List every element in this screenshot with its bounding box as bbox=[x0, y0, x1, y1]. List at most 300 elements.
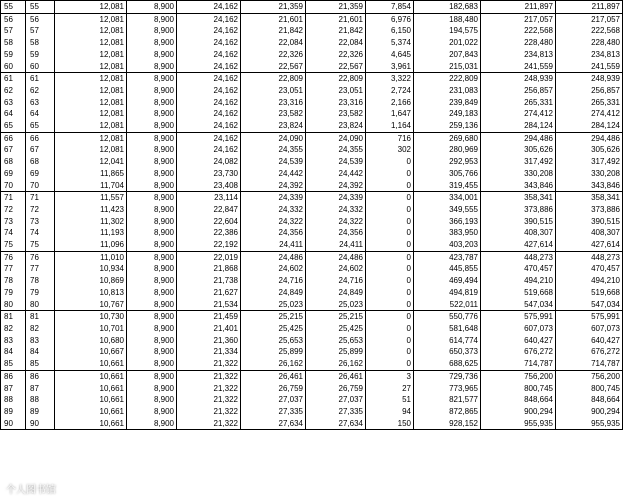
table-cell: 249,183 bbox=[414, 108, 481, 120]
table-cell: 8,900 bbox=[127, 263, 177, 275]
table-cell: 21,534 bbox=[177, 299, 241, 311]
table-cell: 0 bbox=[366, 311, 414, 323]
table-cell: 8,900 bbox=[127, 180, 177, 192]
table-cell: 519,668 bbox=[481, 287, 556, 299]
watermark-logo: 个人图书馆 bbox=[6, 485, 56, 496]
table-cell: 24,486 bbox=[306, 251, 366, 263]
table-cell: 0 bbox=[366, 335, 414, 347]
table-cell: 82 bbox=[1, 323, 26, 335]
table-cell: 12,081 bbox=[55, 132, 127, 144]
table-cell: 21,459 bbox=[177, 311, 241, 323]
table-cell: 8,900 bbox=[127, 49, 177, 61]
table-cell: 85 bbox=[26, 358, 55, 370]
table-cell: 80 bbox=[1, 299, 26, 311]
table-cell: 358,341 bbox=[481, 192, 556, 204]
table-row bbox=[1, 97, 623, 109]
table-cell: 11,704 bbox=[55, 180, 127, 192]
table-cell: 12,081 bbox=[55, 25, 127, 37]
table-cell: 24,602 bbox=[306, 263, 366, 275]
table-row bbox=[1, 1, 623, 14]
table-cell: 215,031 bbox=[414, 61, 481, 73]
table-cell: 408,307 bbox=[556, 227, 623, 239]
table-cell: 24,339 bbox=[306, 192, 366, 204]
table-cell: 24,162 bbox=[177, 120, 241, 132]
table-cell: 494,210 bbox=[556, 275, 623, 287]
table-cell: 0 bbox=[366, 180, 414, 192]
table-cell: 8,900 bbox=[127, 335, 177, 347]
table-cell: 24,355 bbox=[241, 144, 306, 156]
table-cell: 89 bbox=[26, 406, 55, 418]
table-cell: 408,307 bbox=[481, 227, 556, 239]
table-cell: 1,164 bbox=[366, 120, 414, 132]
table-cell: 8,900 bbox=[127, 132, 177, 144]
table-cell: 26,162 bbox=[241, 358, 306, 370]
table-cell: 25,899 bbox=[241, 346, 306, 358]
table-cell: 88 bbox=[1, 394, 26, 406]
table-cell: 67 bbox=[1, 144, 26, 156]
table-cell: 8,900 bbox=[127, 144, 177, 156]
table-cell: 21,322 bbox=[177, 383, 241, 395]
table-cell: 0 bbox=[366, 358, 414, 370]
table-cell: 12,081 bbox=[55, 73, 127, 85]
table-cell: 222,568 bbox=[556, 25, 623, 37]
table-cell: 23,582 bbox=[241, 108, 306, 120]
table-cell: 22,567 bbox=[306, 61, 366, 73]
table-cell: 821,577 bbox=[414, 394, 481, 406]
table-cell: 12,081 bbox=[55, 61, 127, 73]
table-cell: 7,854 bbox=[366, 1, 414, 14]
table-cell: 848,664 bbox=[556, 394, 623, 406]
table-cell: 24,162 bbox=[177, 1, 241, 14]
table-cell: 24,849 bbox=[241, 287, 306, 299]
table-cell: 24,356 bbox=[306, 227, 366, 239]
table-row bbox=[1, 251, 623, 263]
table-cell: 8,900 bbox=[127, 370, 177, 382]
table-cell: 90 bbox=[26, 418, 55, 430]
table-cell: 11,557 bbox=[55, 192, 127, 204]
table-cell: 319,455 bbox=[414, 180, 481, 192]
table-cell: 21,359 bbox=[306, 1, 366, 14]
table-cell: 25,023 bbox=[306, 299, 366, 311]
table-cell: 201,022 bbox=[414, 37, 481, 49]
table-cell: 494,210 bbox=[481, 275, 556, 287]
table-cell: 575,991 bbox=[481, 311, 556, 323]
table-cell: 11,010 bbox=[55, 251, 127, 263]
table-cell: 12,081 bbox=[55, 49, 127, 61]
table-cell: 25,899 bbox=[306, 346, 366, 358]
table-cell: 23,051 bbox=[241, 85, 306, 97]
table-cell: 241,559 bbox=[481, 61, 556, 73]
table-cell: 86 bbox=[26, 370, 55, 382]
table-row bbox=[1, 108, 623, 120]
table-cell: 72 bbox=[1, 204, 26, 216]
table-cell: 24,392 bbox=[306, 180, 366, 192]
table-cell: 366,193 bbox=[414, 216, 481, 228]
table-cell: 343,846 bbox=[556, 180, 623, 192]
table-cell: 519,668 bbox=[556, 287, 623, 299]
table-cell: 10,661 bbox=[55, 370, 127, 382]
table-cell: 22,847 bbox=[177, 204, 241, 216]
table-cell: 27,037 bbox=[241, 394, 306, 406]
table-cell: 12,081 bbox=[55, 13, 127, 25]
table-cell: 0 bbox=[366, 323, 414, 335]
table-cell: 10,701 bbox=[55, 323, 127, 335]
table-cell: 26,461 bbox=[306, 370, 366, 382]
table-cell: 11,096 bbox=[55, 239, 127, 251]
table-cell: 900,294 bbox=[481, 406, 556, 418]
table-cell: 57 bbox=[26, 25, 55, 37]
table-cell: 470,457 bbox=[481, 263, 556, 275]
table-cell: 24,486 bbox=[241, 251, 306, 263]
table-cell: 23,730 bbox=[177, 168, 241, 180]
table-cell: 24,332 bbox=[306, 204, 366, 216]
table-cell: 8,900 bbox=[127, 358, 177, 370]
table-cell: 59 bbox=[26, 49, 55, 61]
table-cell: 24,162 bbox=[177, 97, 241, 109]
table-cell: 403,203 bbox=[414, 239, 481, 251]
table-cell: 676,272 bbox=[481, 346, 556, 358]
table-cell: 581,648 bbox=[414, 323, 481, 335]
table-cell: 75 bbox=[26, 239, 55, 251]
table-cell: 427,614 bbox=[481, 239, 556, 251]
table-cell: 0 bbox=[366, 287, 414, 299]
table-cell: 8,900 bbox=[127, 97, 177, 109]
table-row bbox=[1, 406, 623, 418]
table-row bbox=[1, 13, 623, 25]
table-cell: 21,601 bbox=[241, 13, 306, 25]
table-cell: 239,849 bbox=[414, 97, 481, 109]
table-cell: 58 bbox=[1, 37, 26, 49]
table-cell: 24,392 bbox=[241, 180, 306, 192]
table-row bbox=[1, 25, 623, 37]
table-cell: 75 bbox=[1, 239, 26, 251]
table-cell: 83 bbox=[26, 335, 55, 347]
table-cell: 8,900 bbox=[127, 394, 177, 406]
table-cell: 74 bbox=[1, 227, 26, 239]
table-cell: 24,162 bbox=[177, 25, 241, 37]
table-cell: 8,900 bbox=[127, 275, 177, 287]
table-cell: 294,486 bbox=[481, 132, 556, 144]
table-cell: 358,341 bbox=[556, 192, 623, 204]
table-cell: 343,846 bbox=[481, 180, 556, 192]
table-cell: 3 bbox=[366, 370, 414, 382]
table-row bbox=[1, 383, 623, 395]
table-cell: 0 bbox=[366, 204, 414, 216]
table-cell: 22,386 bbox=[177, 227, 241, 239]
table-cell: 66 bbox=[26, 132, 55, 144]
table-cell: 24,716 bbox=[241, 275, 306, 287]
table-cell: 714,787 bbox=[481, 358, 556, 370]
table-cell: 0 bbox=[366, 275, 414, 287]
table-cell: 65 bbox=[26, 120, 55, 132]
table-cell: 800,745 bbox=[556, 383, 623, 395]
table-cell: 25,653 bbox=[241, 335, 306, 347]
table-cell: 4,645 bbox=[366, 49, 414, 61]
table-cell: 373,886 bbox=[556, 204, 623, 216]
table-cell: 24,090 bbox=[306, 132, 366, 144]
table-cell: 0 bbox=[366, 192, 414, 204]
table-cell: 8,900 bbox=[127, 108, 177, 120]
table-cell: 10,661 bbox=[55, 406, 127, 418]
table-cell: 8,900 bbox=[127, 204, 177, 216]
table-cell: 60 bbox=[1, 61, 26, 73]
table-cell: 21,738 bbox=[177, 275, 241, 287]
table-cell: 22,192 bbox=[177, 239, 241, 251]
table-cell: 24,339 bbox=[241, 192, 306, 204]
table-cell: 55 bbox=[26, 1, 55, 14]
table-cell: 284,124 bbox=[556, 120, 623, 132]
table-cell: 24,411 bbox=[241, 239, 306, 251]
table-cell: 76 bbox=[26, 251, 55, 263]
table-cell: 21,627 bbox=[177, 287, 241, 299]
table-cell: 21,601 bbox=[306, 13, 366, 25]
table-cell: 21,868 bbox=[177, 263, 241, 275]
table-cell: 57 bbox=[1, 25, 26, 37]
table-row bbox=[1, 263, 623, 275]
table-cell: 8,900 bbox=[127, 406, 177, 418]
table-cell: 62 bbox=[26, 85, 55, 97]
table-cell: 0 bbox=[366, 227, 414, 239]
table-cell: 12,041 bbox=[55, 156, 127, 168]
table-cell: 66 bbox=[1, 132, 26, 144]
table-cell: 10,667 bbox=[55, 346, 127, 358]
table-cell: 248,939 bbox=[481, 73, 556, 85]
table-cell: 10,661 bbox=[55, 394, 127, 406]
table-cell: 88 bbox=[26, 394, 55, 406]
table-cell: 773,965 bbox=[414, 383, 481, 395]
table-cell: 84 bbox=[26, 346, 55, 358]
table-cell: 79 bbox=[1, 287, 26, 299]
table-cell: 390,515 bbox=[481, 216, 556, 228]
table-cell: 1,647 bbox=[366, 108, 414, 120]
table-cell: 182,683 bbox=[414, 1, 481, 14]
table-cell: 8,900 bbox=[127, 239, 177, 251]
table-cell: 12,081 bbox=[55, 144, 127, 156]
table-row bbox=[1, 204, 623, 216]
table-cell: 27 bbox=[366, 383, 414, 395]
table-cell: 334,001 bbox=[414, 192, 481, 204]
table-cell: 640,427 bbox=[556, 335, 623, 347]
table-cell: 302 bbox=[366, 144, 414, 156]
table-cell: 23,824 bbox=[306, 120, 366, 132]
table-cell: 2,166 bbox=[366, 97, 414, 109]
table-cell: 23,582 bbox=[306, 108, 366, 120]
table-cell: 87 bbox=[1, 383, 26, 395]
table-cell: 3,322 bbox=[366, 73, 414, 85]
table-cell: 11,865 bbox=[55, 168, 127, 180]
table-cell: 8,900 bbox=[127, 192, 177, 204]
table-cell: 688,625 bbox=[414, 358, 481, 370]
table-cell: 82 bbox=[26, 323, 55, 335]
table-cell: 330,208 bbox=[481, 168, 556, 180]
table-cell: 259,136 bbox=[414, 120, 481, 132]
table-cell: 21,322 bbox=[177, 394, 241, 406]
table-cell: 872,865 bbox=[414, 406, 481, 418]
table-cell: 8,900 bbox=[127, 251, 177, 263]
table-cell: 90 bbox=[1, 418, 26, 430]
table-cell: 274,412 bbox=[556, 108, 623, 120]
table-cell: 24,442 bbox=[306, 168, 366, 180]
table-cell: 8,900 bbox=[127, 287, 177, 299]
table-cell: 231,083 bbox=[414, 85, 481, 97]
table-cell: 27,335 bbox=[306, 406, 366, 418]
table-cell: 3,961 bbox=[366, 61, 414, 73]
table-cell: 756,200 bbox=[481, 370, 556, 382]
table-row bbox=[1, 418, 623, 430]
table-cell: 650,373 bbox=[414, 346, 481, 358]
table-row bbox=[1, 358, 623, 370]
table-cell: 383,950 bbox=[414, 227, 481, 239]
table-cell: 8,900 bbox=[127, 13, 177, 25]
table-row bbox=[1, 73, 623, 85]
table-cell: 317,492 bbox=[481, 156, 556, 168]
table-cell: 21,401 bbox=[177, 323, 241, 335]
table-cell: 24,539 bbox=[306, 156, 366, 168]
table-cell: 8,900 bbox=[127, 299, 177, 311]
table-cell: 8,900 bbox=[127, 156, 177, 168]
table-row bbox=[1, 168, 623, 180]
table-row bbox=[1, 132, 623, 144]
table-cell: 25,215 bbox=[241, 311, 306, 323]
table-cell: 217,057 bbox=[556, 13, 623, 25]
table-cell: 349,555 bbox=[414, 204, 481, 216]
table-cell: 373,886 bbox=[481, 204, 556, 216]
table-row bbox=[1, 275, 623, 287]
table-cell: 21,360 bbox=[177, 335, 241, 347]
table-row bbox=[1, 85, 623, 97]
table-cell: 228,480 bbox=[556, 37, 623, 49]
table-cell: 23,316 bbox=[306, 97, 366, 109]
table-cell: 67 bbox=[26, 144, 55, 156]
table-cell: 547,034 bbox=[556, 299, 623, 311]
table-row bbox=[1, 346, 623, 358]
table-cell: 64 bbox=[1, 108, 26, 120]
table-cell: 61 bbox=[26, 73, 55, 85]
table-cell: 24,411 bbox=[306, 239, 366, 251]
table-row bbox=[1, 180, 623, 192]
table-cell: 22,809 bbox=[306, 73, 366, 85]
table-cell: 8,900 bbox=[127, 61, 177, 73]
table-cell: 26,162 bbox=[306, 358, 366, 370]
table-cell: 25,425 bbox=[241, 323, 306, 335]
table-body bbox=[1, 1, 623, 430]
table-cell: 24,355 bbox=[306, 144, 366, 156]
table-cell: 228,480 bbox=[481, 37, 556, 49]
table-cell: 10,934 bbox=[55, 263, 127, 275]
table-cell: 23,408 bbox=[177, 180, 241, 192]
table-cell: 8,900 bbox=[127, 85, 177, 97]
table-row bbox=[1, 61, 623, 73]
table-cell: 729,736 bbox=[414, 370, 481, 382]
table-cell: 900,294 bbox=[556, 406, 623, 418]
table-cell: 8,900 bbox=[127, 383, 177, 395]
table-cell: 25,215 bbox=[306, 311, 366, 323]
table-cell: 21,322 bbox=[177, 406, 241, 418]
table-cell: 8,900 bbox=[127, 346, 177, 358]
table-cell: 89 bbox=[1, 406, 26, 418]
table-cell: 0 bbox=[366, 168, 414, 180]
table-cell: 12,081 bbox=[55, 1, 127, 14]
table-cell: 74 bbox=[26, 227, 55, 239]
table-cell: 550,776 bbox=[414, 311, 481, 323]
table-cell: 248,939 bbox=[556, 73, 623, 85]
table-cell: 256,857 bbox=[556, 85, 623, 97]
table-cell: 70 bbox=[26, 180, 55, 192]
table-cell: 78 bbox=[26, 275, 55, 287]
table-cell: 0 bbox=[366, 263, 414, 275]
table-cell: 68 bbox=[26, 156, 55, 168]
table-cell: 575,991 bbox=[556, 311, 623, 323]
table-cell: 955,935 bbox=[481, 418, 556, 430]
table-cell: 69 bbox=[26, 168, 55, 180]
table-cell: 423,787 bbox=[414, 251, 481, 263]
table-row bbox=[1, 311, 623, 323]
table-cell: 330,208 bbox=[556, 168, 623, 180]
table-cell: 24,162 bbox=[177, 37, 241, 49]
table-cell: 56 bbox=[26, 13, 55, 25]
table-cell: 26,461 bbox=[241, 370, 306, 382]
table-cell: 211,897 bbox=[481, 1, 556, 14]
table-cell: 23,114 bbox=[177, 192, 241, 204]
table-cell: 522,011 bbox=[414, 299, 481, 311]
table-cell: 24,162 bbox=[177, 73, 241, 85]
table-cell: 234,813 bbox=[556, 49, 623, 61]
table-cell: 8,900 bbox=[127, 37, 177, 49]
table-cell: 22,084 bbox=[241, 37, 306, 49]
table-row bbox=[1, 156, 623, 168]
table-row bbox=[1, 370, 623, 382]
table-cell: 188,480 bbox=[414, 13, 481, 25]
table-cell: 24,849 bbox=[306, 287, 366, 299]
table-cell: 22,326 bbox=[306, 49, 366, 61]
table-cell: 24,090 bbox=[241, 132, 306, 144]
table-cell: 0 bbox=[366, 239, 414, 251]
table-cell: 69 bbox=[1, 168, 26, 180]
table-cell: 27,335 bbox=[241, 406, 306, 418]
table-cell: 292,953 bbox=[414, 156, 481, 168]
table-cell: 22,604 bbox=[177, 216, 241, 228]
table-cell: 24,162 bbox=[177, 61, 241, 73]
table-cell: 10,813 bbox=[55, 287, 127, 299]
table-cell: 73 bbox=[26, 216, 55, 228]
table-cell: 265,331 bbox=[481, 97, 556, 109]
table-cell: 8,900 bbox=[127, 120, 177, 132]
table-cell: 607,073 bbox=[481, 323, 556, 335]
table-cell: 24,162 bbox=[177, 108, 241, 120]
table-row bbox=[1, 227, 623, 239]
table-cell: 77 bbox=[26, 263, 55, 275]
table-cell: 21,322 bbox=[177, 358, 241, 370]
table-cell: 22,567 bbox=[241, 61, 306, 73]
table-cell: 5,374 bbox=[366, 37, 414, 49]
table-cell: 955,935 bbox=[556, 418, 623, 430]
table-cell: 12,081 bbox=[55, 85, 127, 97]
table-row bbox=[1, 287, 623, 299]
table-cell: 62 bbox=[1, 85, 26, 97]
table-cell: 27,634 bbox=[241, 418, 306, 430]
table-cell: 71 bbox=[1, 192, 26, 204]
table-cell: 194,575 bbox=[414, 25, 481, 37]
table-cell: 24,322 bbox=[306, 216, 366, 228]
table-cell: 56 bbox=[1, 13, 26, 25]
table-cell: 21,842 bbox=[241, 25, 306, 37]
table-cell: 60 bbox=[26, 61, 55, 73]
table-cell: 10,730 bbox=[55, 311, 127, 323]
table-cell: 24,602 bbox=[241, 263, 306, 275]
table-cell: 8,900 bbox=[127, 168, 177, 180]
table-cell: 640,427 bbox=[481, 335, 556, 347]
table-cell: 470,457 bbox=[556, 263, 623, 275]
